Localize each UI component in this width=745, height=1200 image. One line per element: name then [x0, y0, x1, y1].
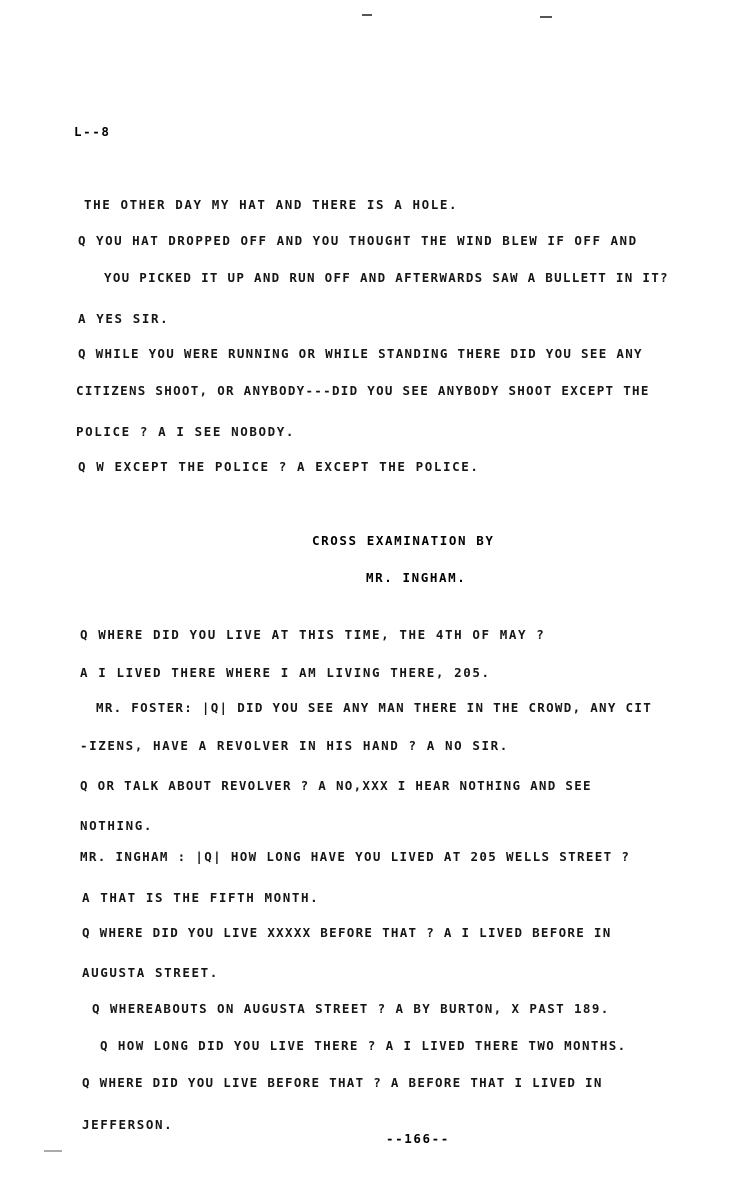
transcript-line: A YES SIR. [78, 311, 170, 326]
transcript-line: MR. INGHAM : |Q| HOW LONG HAVE YOU LIVED AT 205 WELLS STREET ? [80, 849, 631, 864]
page-label: L--8 [74, 124, 111, 139]
transcript-line: JEFFERSON. [82, 1117, 174, 1132]
stray-mark [44, 1150, 62, 1152]
transcript-line: Q YOU HAT DROPPED OFF AND YOU THOUGHT THE WIND BLEW IF OFF AND [78, 233, 638, 248]
transcript-line: Q WHERE DID YOU LIVE AT THIS TIME, THE 4TH OF MAY ? [80, 627, 546, 642]
page-number: --166-- [386, 1131, 450, 1146]
transcript-line: POLICE ? A I SEE NOBODY. [76, 424, 296, 439]
transcript-line: -IZENS, HAVE A REVOLVER IN HIS HAND ? A NO SIR. [80, 738, 509, 753]
transcript-line: NOTHING. [80, 818, 154, 833]
transcript-line: Q WHEREABOUTS ON AUGUSTA STREET ? A BY BURTON, X PAST 189. [92, 1001, 610, 1016]
section-heading: CROSS EXAMINATION BY [312, 533, 495, 548]
transcript-line: THE OTHER DAY MY HAT AND THERE IS A HOLE. [84, 197, 459, 212]
transcript-line: Q WHERE DID YOU LIVE XXXXX BEFORE THAT ? A I LIVED BEFORE IN [82, 925, 612, 940]
transcript-line: Q OR TALK ABOUT REVOLVER ? A NO,XXX I HEAR NOTHING AND SEE [80, 778, 592, 793]
section-heading: MR. INGHAM. [366, 570, 467, 585]
transcript-line: A THAT IS THE FIFTH MONTH. [82, 890, 320, 905]
transcript-line: A I LIVED THERE WHERE I AM LIVING THERE, 205. [80, 665, 491, 680]
transcript-line: Q W EXCEPT THE POLICE ? A EXCEPT THE POLICE. [78, 459, 480, 474]
transcript-line: MR. FOSTER: |Q| DID YOU SEE ANY MAN THERE IN THE CROWD, ANY CIT [96, 700, 653, 715]
transcript-line: Q WHILE YOU WERE RUNNING OR WHILE STANDING THERE DID YOU SEE ANY [78, 346, 643, 361]
transcript-line: YOU PICKED IT UP AND RUN OFF AND AFTERWARDS SAW A BULLETT IN IT? [104, 270, 669, 285]
stray-mark [540, 16, 552, 18]
stray-mark [362, 14, 372, 16]
transcript-line: AUGUSTA STREET. [82, 965, 219, 980]
transcript-line: Q HOW LONG DID YOU LIVE THERE ? A I LIVED THERE TWO MONTHS. [100, 1038, 627, 1053]
transcript-line: CITIZENS SHOOT, OR ANYBODY---DID YOU SEE ANYBODY SHOOT EXCEPT THE [76, 383, 650, 398]
transcript-line: Q WHERE DID YOU LIVE BEFORE THAT ? A BEFORE THAT I LIVED IN [82, 1075, 603, 1090]
